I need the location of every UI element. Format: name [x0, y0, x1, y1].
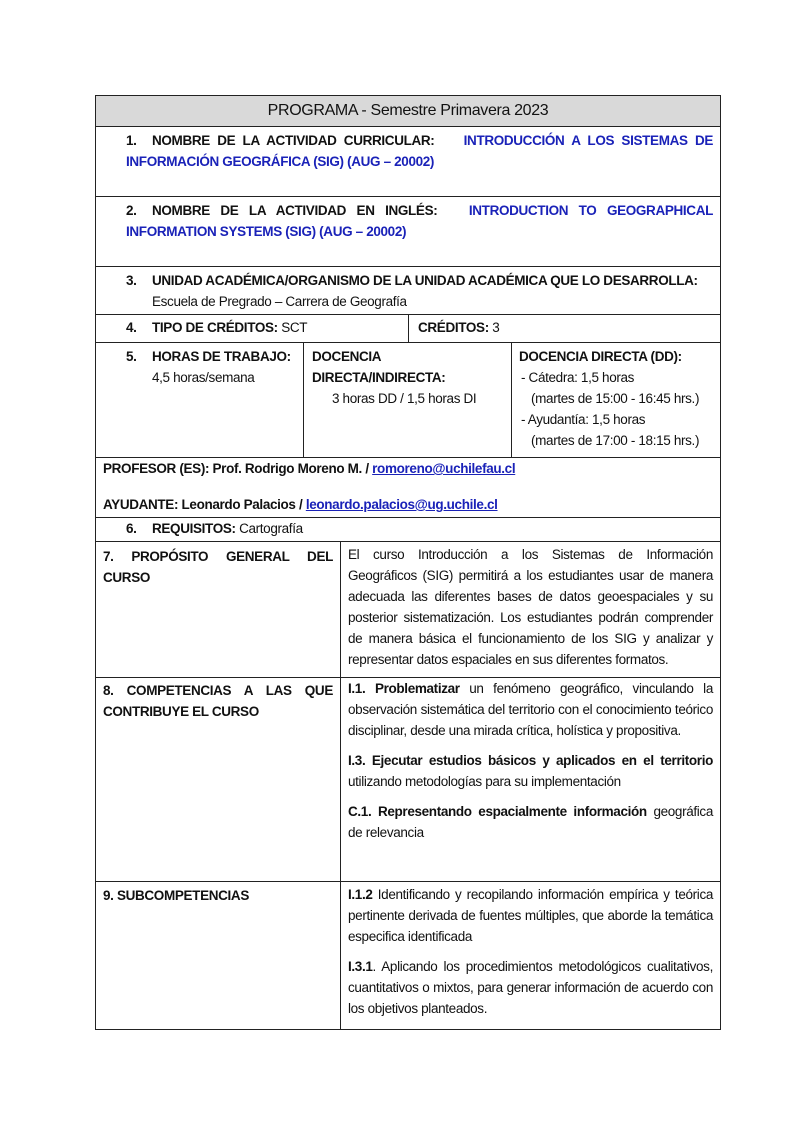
subcompetency-item: I.1.2 Identificando y recopilando información empírica y teórica pertinente derivada de fuentes múltiples, que aborde la temática especifica identificada: [348, 887, 713, 944]
section-number: 2.: [126, 203, 137, 218]
docencia-cell: [303, 342, 512, 458]
assistant-email-link[interactable]: leonardo.palacios@ug.uchile.cl: [305, 497, 498, 512]
section-label: 7. PROPÓSITO GENERAL DEL CURSO: [103, 549, 333, 585]
section-3: [95, 266, 721, 315]
section-4: [95, 314, 409, 343]
credits-value: 3: [492, 320, 500, 335]
section-label: NOMBRE DE LA ACTIVIDAD EN INGLÉS:: [152, 203, 438, 218]
dd-item: (martes de 17:00 - 18:15 hrs.): [531, 433, 700, 448]
competency-item: I.3. Ejecutar estudios básicos y aplicados en el territorio utilizando metodologías para su implementación: [348, 753, 713, 789]
section-6: [95, 517, 721, 542]
general-purpose-text: El curso Introducción a los Sistemas de Información Geográficos (SIG) permitirá a los estudiantes usar de manera adecuada las diferentes bases de datos geoespaciales y su posterior sistematización. Los estudiantes podrán comprender de manera básica el funcionamiento de los SIG y analizar y representar datos espaciales en sus diferentes formatos.: [348, 547, 713, 667]
section-label: NOMBRE DE LA ACTIVIDAD CURRICULAR:: [152, 133, 435, 148]
course-name-english: INTRODUCTION TO GEOGRAPHICAL INFORMATION SYSTEMS (SIG) (AUG – 20002): [126, 203, 714, 239]
academic-unit: Escuela de Pregrado – Carrera de Geografía: [152, 294, 407, 309]
section-5: [95, 342, 304, 458]
dd-item: (martes de 15:00 - 16:45 hrs.): [531, 391, 700, 406]
section-9-value: [340, 881, 721, 1030]
professor-email-link[interactable]: romoreno@uchilefau.cl: [372, 461, 516, 476]
credits-label: CRÉDITOS:: [418, 320, 489, 335]
program-title: PROGRAMA - Semestre Primavera 2023: [267, 102, 549, 119]
dd-label: DOCENCIA DIRECTA (DD):: [519, 349, 682, 364]
competency-item: I.1. Problematizar un fenómeno geográfico, vinculando la observación sistemática del territorio con el conocimiento teórico disciplinar, desde una mirada crítica, holística y propositiva.: [348, 681, 713, 738]
section-label: 8. COMPETENCIAS A LAS QUE CONTRIBUYE EL CURSO: [103, 683, 333, 719]
section-7-label: [95, 541, 341, 678]
section-1: [95, 126, 721, 197]
section-8-label: [95, 677, 341, 882]
requirements-value: Cartografía: [239, 521, 303, 536]
credits-cell: [408, 314, 721, 343]
docencia-label: DOCENCIA DIRECTA/INDIRECTA:: [312, 349, 446, 385]
staff-cell: [95, 457, 721, 518]
program-header: [95, 95, 721, 127]
section-7-value: [340, 541, 721, 678]
section-9-label: [95, 881, 341, 1030]
section-number: 6.: [126, 521, 137, 536]
work-hours: 4,5 horas/semana: [152, 370, 255, 385]
section-number: 1.: [126, 133, 137, 148]
professor-label: PROFESOR (ES): Prof. Rodrigo Moreno M. /: [103, 461, 369, 476]
competency-item: C.1. Representando espacialmente información geográfica de relevancia: [348, 804, 713, 840]
section-number: 5.: [126, 349, 137, 364]
section-label: TIPO DE CRÉDITOS:: [152, 320, 278, 335]
section-number: 4.: [126, 320, 137, 335]
assistant-label: AYUDANTE: Leonardo Palacios /: [103, 497, 303, 512]
section-label: HORAS DE TRABAJO:: [152, 349, 291, 364]
section-label: UNIDAD ACADÉMICA/ORGANISMO DE LA UNIDAD ACADÉMICA QUE LO DESARROLLA:: [152, 273, 698, 288]
section-label: 9. SUBCOMPETENCIAS: [103, 888, 249, 903]
course-name: INTRODUCCIÓN A LOS SISTEMAS DE INFORMACIÓN GEOGRÁFICA (SIG) (AUG – 20002): [126, 133, 713, 169]
credit-type: SCT: [281, 320, 308, 335]
section-label: REQUISITOS:: [152, 521, 236, 536]
section-number: 3.: [126, 273, 137, 288]
subcompetency-item: I.3.1. Aplicando los procedimientos metodológicos cualitativos, cuantitativos o mixtos, para generar información de acuerdo con los objetivos planteados.: [348, 959, 713, 1016]
dd-item: - Cátedra: 1,5 horas: [521, 370, 635, 385]
section-8-value: [340, 677, 721, 882]
docencia-value: 3 horas DD / 1,5 horas DI: [332, 391, 477, 406]
dd-item: - Ayudantía: 1,5 horas: [521, 412, 646, 427]
section-2: [95, 196, 721, 267]
dd-cell: [511, 342, 721, 458]
